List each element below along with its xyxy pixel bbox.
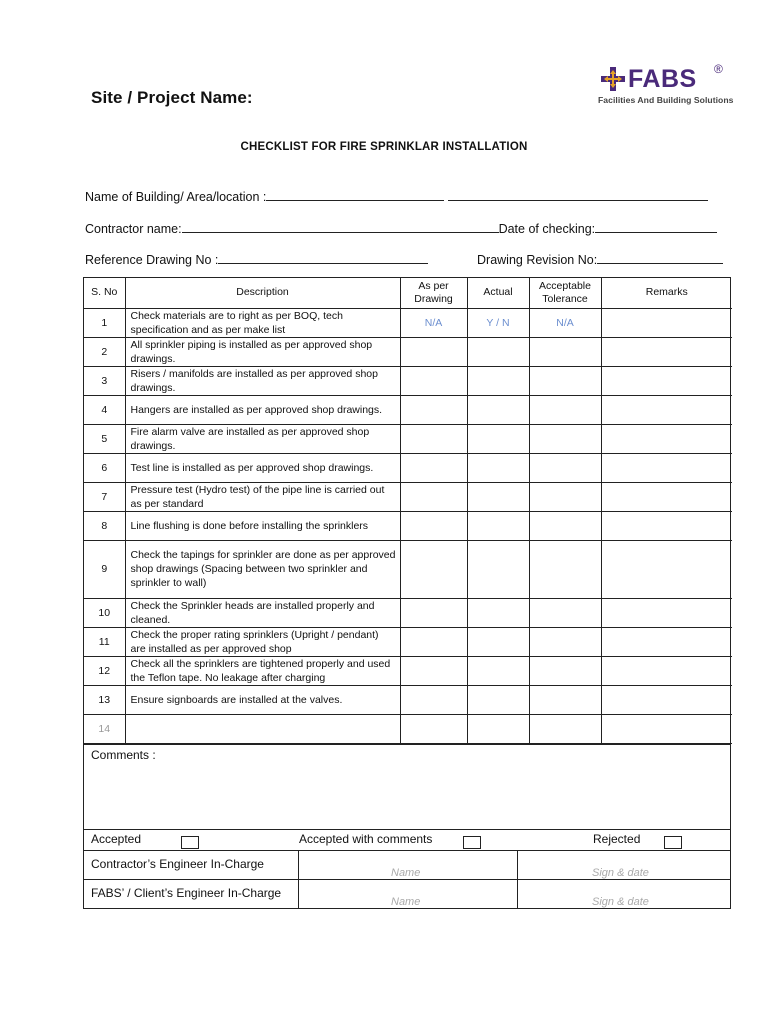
row-sno: 4 — [84, 395, 125, 424]
row-remarks[interactable] — [601, 685, 732, 714]
row-description: Check materials are to right as per BOQ, tech specification and as per make list — [125, 308, 400, 337]
table-row — [84, 685, 732, 714]
contractor-field-line[interactable] — [182, 220, 499, 233]
row-actual[interactable] — [467, 366, 529, 395]
row-as-per-drawing[interactable] — [400, 366, 467, 395]
contractor-field-label: Contractor name: — [85, 222, 182, 236]
row-remarks[interactable] — [601, 656, 732, 685]
row-description: Check the tapings for sprinkler are done as per approved shop drawings (Spacing between two sprinkler and sprinkler to wall) — [125, 540, 400, 598]
table-row — [84, 308, 732, 337]
contractor-field-row — [85, 220, 717, 236]
row-actual[interactable] — [467, 337, 529, 366]
row-as-per-drawing[interactable] — [400, 598, 467, 627]
accepted-with-comments-checkbox[interactable] — [463, 836, 481, 849]
document-title: CHECKLIST FOR FIRE SPRINKLAR INSTALLATION — [240, 141, 528, 153]
row-sno: 5 — [84, 424, 125, 453]
row-tolerance[interactable] — [529, 337, 601, 366]
row-remarks[interactable] — [601, 453, 732, 482]
row-actual[interactable] — [467, 424, 529, 453]
table-row — [84, 714, 732, 743]
row-as-per-drawing[interactable] — [400, 395, 467, 424]
row-tolerance[interactable] — [529, 685, 601, 714]
row-as-per-drawing[interactable] — [400, 685, 467, 714]
row-actual[interactable] — [467, 540, 529, 598]
divider — [298, 851, 299, 879]
row-tolerance[interactable] — [529, 366, 601, 395]
header-actual: Actual — [467, 278, 529, 308]
divider — [298, 880, 299, 908]
client-name-field[interactable]: Name — [391, 895, 421, 908]
table-header-row — [84, 278, 732, 308]
row-as-per-drawing[interactable] — [400, 627, 467, 656]
row-description: Ensure signboards are installed at the valves. — [125, 685, 400, 714]
table-row — [84, 656, 732, 685]
contractor-engineer-label: Contractor’s Engineer In-Charge — [91, 856, 264, 871]
row-as-per-drawing[interactable] — [400, 714, 467, 743]
row-tolerance[interactable] — [529, 482, 601, 511]
reference-drawing-label: Reference Drawing No : — [85, 253, 219, 267]
row-sno: 7 — [84, 482, 125, 511]
row-remarks[interactable] — [601, 598, 732, 627]
checklist-sheet — [83, 277, 731, 909]
client-sign-date-field[interactable]: Sign & date — [592, 895, 649, 908]
row-actual[interactable] — [467, 482, 529, 511]
row-actual[interactable] — [467, 598, 529, 627]
table-row — [84, 482, 732, 511]
row-actual[interactable] — [467, 511, 529, 540]
row-actual[interactable] — [467, 627, 529, 656]
row-remarks[interactable] — [601, 627, 732, 656]
row-sno: 13 — [84, 685, 125, 714]
fabs-cross-icon — [600, 66, 626, 92]
fabs-logo — [598, 64, 732, 108]
row-actual[interactable]: Y / N — [467, 308, 529, 337]
row-remarks[interactable] — [601, 714, 732, 743]
row-tolerance[interactable] — [529, 395, 601, 424]
row-description: Test line is installed as per approved shop drawings. — [125, 453, 400, 482]
table-row — [84, 337, 732, 366]
row-as-per-drawing[interactable] — [400, 453, 467, 482]
row-sno: 14 — [84, 714, 125, 743]
row-tolerance[interactable] — [529, 453, 601, 482]
checklist-table — [84, 278, 732, 744]
row-actual[interactable] — [467, 656, 529, 685]
row-remarks[interactable] — [601, 366, 732, 395]
row-as-per-drawing[interactable] — [400, 540, 467, 598]
header-description: Description — [125, 278, 400, 308]
table-row — [84, 511, 732, 540]
row-tolerance[interactable] — [529, 424, 601, 453]
row-sno: 9 — [84, 540, 125, 598]
row-description[interactable] — [125, 714, 400, 743]
site-project-label: Site / Project Name: — [91, 88, 253, 107]
row-sno: 12 — [84, 656, 125, 685]
table-row — [84, 366, 732, 395]
row-description: Check the Sprinkler heads are installed properly and cleaned. — [125, 598, 400, 627]
row-sno: 2 — [84, 337, 125, 366]
row-sno: 1 — [84, 308, 125, 337]
row-description: Pressure test (Hydro test) of the pipe line is carried out as per standard — [125, 482, 400, 511]
table-row — [84, 540, 732, 598]
building-field-row — [85, 188, 708, 204]
rejected-label: Rejected — [593, 831, 641, 846]
table-row — [84, 424, 732, 453]
row-as-per-drawing[interactable] — [400, 511, 467, 540]
divider — [517, 880, 518, 908]
logo-wordmark: FABS — [628, 65, 697, 93]
building-field-label: Name of Building/ Area/location : — [85, 190, 267, 204]
building-field-line-2[interactable] — [448, 188, 670, 201]
row-actual[interactable] — [467, 714, 529, 743]
row-tolerance[interactable]: N/A — [529, 308, 601, 337]
row-actual[interactable] — [467, 395, 529, 424]
row-tolerance[interactable] — [529, 540, 601, 598]
row-remarks[interactable] — [601, 395, 732, 424]
row-as-per-drawing[interactable] — [400, 424, 467, 453]
divider — [517, 851, 518, 879]
row-tolerance[interactable] — [529, 511, 601, 540]
row-remarks[interactable] — [601, 540, 732, 598]
row-actual[interactable] — [467, 453, 529, 482]
reference-drawing-row — [85, 251, 428, 267]
comments-section[interactable] — [84, 744, 730, 829]
row-sno: 3 — [84, 366, 125, 395]
row-sno: 8 — [84, 511, 125, 540]
header-remarks: Remarks — [601, 278, 732, 308]
row-remarks[interactable] — [601, 308, 732, 337]
accepted-checkbox[interactable] — [181, 836, 199, 849]
date-checking-label: Date of checking: — [498, 222, 596, 236]
logo-registered-mark: ® — [714, 62, 723, 76]
comments-label: Comments : — [91, 747, 156, 762]
row-tolerance[interactable] — [529, 627, 601, 656]
logo-tagline: Facilities And Building Solutions — [598, 95, 734, 105]
row-sno: 11 — [84, 627, 125, 656]
contractor-engineer-row — [84, 850, 730, 879]
contractor-sign-date-field[interactable]: Sign & date — [592, 866, 649, 879]
building-field-line[interactable] — [266, 188, 444, 201]
table-row — [84, 627, 732, 656]
row-remarks[interactable] — [601, 511, 732, 540]
row-description: Hangers are installed as per approved shop drawings. — [125, 395, 400, 424]
row-as-per-drawing[interactable] — [400, 482, 467, 511]
row-remarks[interactable] — [601, 482, 732, 511]
row-as-per-drawing[interactable] — [400, 656, 467, 685]
contractor-name-field[interactable]: Name — [391, 866, 421, 879]
row-sno: 10 — [84, 598, 125, 627]
decision-row — [84, 829, 730, 850]
building-field-line-3[interactable] — [670, 188, 708, 201]
row-tolerance[interactable] — [529, 598, 601, 627]
table-row — [84, 598, 732, 627]
drawing-revision-label: Drawing Revision No: — [477, 253, 598, 267]
table-row — [84, 395, 732, 424]
row-actual[interactable] — [467, 685, 529, 714]
reference-drawing-line[interactable] — [218, 251, 428, 264]
row-tolerance[interactable] — [529, 714, 601, 743]
drawing-revision-row — [477, 251, 723, 267]
date-checking-line[interactable] — [595, 220, 717, 233]
table-row — [84, 453, 732, 482]
drawing-revision-line[interactable] — [597, 251, 723, 264]
row-description: Line flushing is done before installing the sprinklers — [125, 511, 400, 540]
row-tolerance[interactable] — [529, 656, 601, 685]
row-as-per-drawing[interactable] — [400, 337, 467, 366]
row-sno: 6 — [84, 453, 125, 482]
row-as-per-drawing[interactable]: N/A — [400, 308, 467, 337]
client-engineer-label: FABS’ / Client’s Engineer In-Charge — [91, 885, 282, 900]
rejected-checkbox[interactable] — [664, 836, 682, 849]
row-description: All sprinkler piping is installed as per approved shop drawings. — [125, 337, 400, 366]
header-tolerance: Acceptable Tolerance — [529, 278, 601, 308]
header-sno: S. No — [84, 278, 125, 308]
accepted-with-comments-label: Accepted with comments — [299, 831, 433, 846]
header-as-per-drawing: As per Drawing — [400, 278, 467, 308]
row-description: Check all the sprinklers are tightened properly and used the Teflon tape. No leakage after charging — [125, 656, 400, 685]
row-description: Fire alarm valve are installed as per approved shop drawings. — [125, 424, 400, 453]
client-engineer-row — [84, 879, 730, 908]
row-remarks[interactable] — [601, 337, 732, 366]
row-remarks[interactable] — [601, 424, 732, 453]
accepted-label: Accepted — [91, 831, 142, 846]
row-description: Risers / manifolds are installed as per approved shop drawings. — [125, 366, 400, 395]
row-description: Check the proper rating sprinklers (Upright / pendant) are installed as per approved shop — [125, 627, 400, 656]
